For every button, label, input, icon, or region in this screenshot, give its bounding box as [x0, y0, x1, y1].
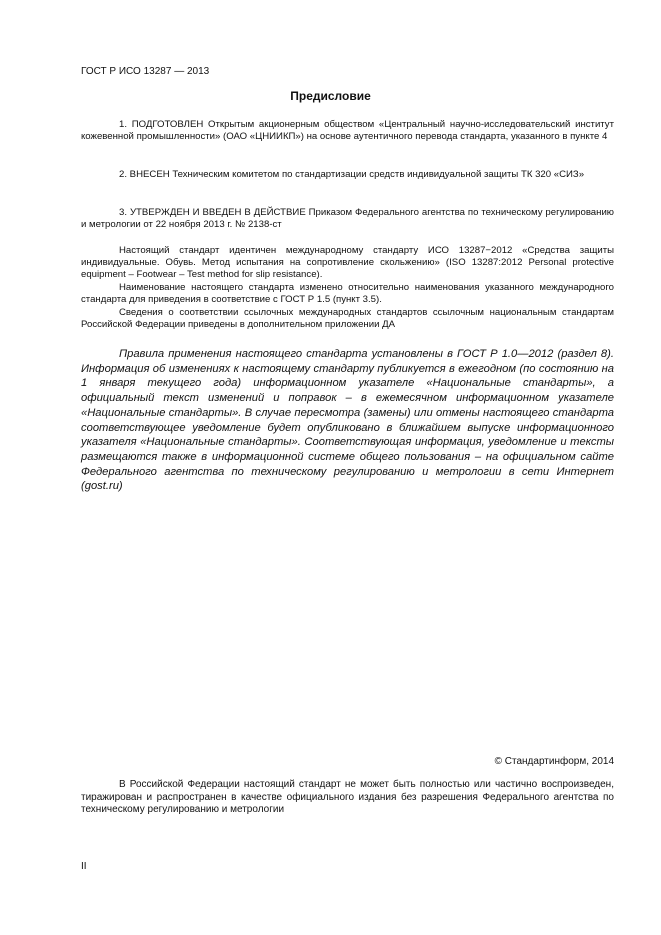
paragraph-identical-standard: Настоящий стандарт идентичен международному стандарту ИСО 13287−2012 «Средства защиты индивидуальные. Обувь. Метод испытания на сопротивление скольжению» (ISO 13287:2012 Personal protective equipment – Footwear – Test method for slip resistance). — [81, 245, 614, 281]
paragraph-approved: 3. УТВЕРЖДЕН И ВВЕДЕН В ДЕЙСТВИЕ Приказом Федерального агентства по техническому регулированию и метрологии от 22 ноября 2013 г. № 2138-ст — [81, 207, 614, 231]
paragraph-references-info: Сведения о соответствии ссылочных международных стандартов ссылочным национальным стандартам Российской Федерации приведены в дополнительном приложении ДА — [81, 307, 614, 331]
paragraph-prepared-by: 1. ПОДГОТОВЛЕН Открытым акционерным обществом «Центральный научно-исследовательский институт кожевенной промышленности» (ОАО «ЦНИИКП») на основе аутентичного перевода стандарта, указанного в пункте 4 — [81, 119, 614, 143]
copyright-line: © Стандартинформ, 2014 — [494, 756, 614, 767]
rules-of-application-notice: Правила применения настоящего стандарта установлены в ГОСТ Р 1.0—2012 (раздел 8). Информация об изменениях к настоящему стандарту публикуется в ежегодном (по состоянию на 1 января текущего года) информационном указателе «Национальные стандарты», а официальный текст изменений и поправок – в ежемесячном информационном указателе «Национальные стандарты». В случае пересмотра (замены) или отмены настоящего стандарта соответствующее уведомление будет опубликовано в ближайшем выпуске информационного указателя «Национальные стандарты». Соответствующая информация, уведомление и тексты размещаются также в информационной системе общего пользования – на официальном сайте Федерального агентства по техническому регулированию и метрологии в сети Интернет (gost.ru) — [81, 348, 614, 493]
section-title: Предисловие — [290, 89, 371, 103]
document-code-header: ГОСТ Р ИСО 13287 — 2013 — [81, 66, 210, 77]
paragraph-title-change: Наименование настоящего стандарта изменено относительно наименования указанного международного стандарта для приведения в соответствие с ГОСТ Р 1.5 (пункт 3.5). — [81, 282, 614, 306]
page-number: II — [81, 861, 87, 872]
reproduction-notice: В Российской Федерации настоящий стандарт не может быть полностью или частично воспроизведен, тиражирован и распространен в качестве официального издания без разрешения Федерального агентства по техническому регулированию и метрологии — [81, 779, 614, 816]
paragraph-introduced-by: 2. ВНЕСЕН Техническим комитетом по стандартизации средств индивидуальной защиты ТК 320 «СИЗ» — [119, 169, 585, 180]
